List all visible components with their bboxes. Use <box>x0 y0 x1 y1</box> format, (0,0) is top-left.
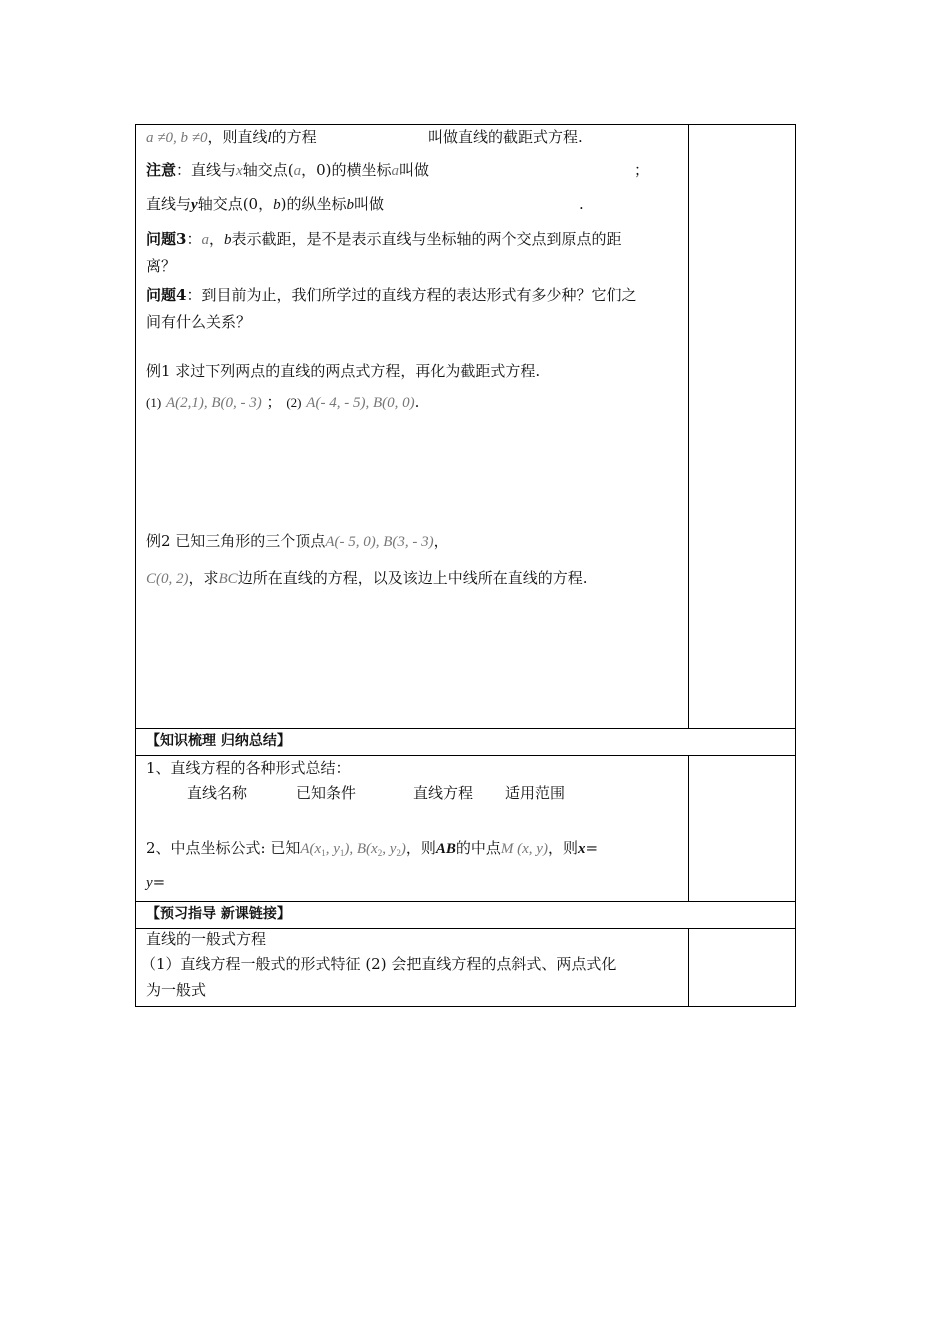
midpoint-formula-line: 2、中点坐标公式: 已知$A(x_1$, $y_1$), $B(x_2$, $y_2$)，则AB的中点M (x, y)，则x= <box>146 839 599 858</box>
y-intercept-line: 直线与y轴交点(0，b)的纵坐标b叫做 <box>146 195 384 213</box>
preview-heading: 【预习指导 新课链接】 <box>146 906 291 922</box>
row-divider-2 <box>135 755 796 756</box>
note-line-end: ； <box>634 161 650 179</box>
column-divider-2 <box>688 755 689 901</box>
question-3: 问题3：a，b表示截距，是不是表示直线与坐标轴的两个交点到原点的距 <box>146 230 622 248</box>
question-3-continued: 离？ <box>146 257 177 275</box>
column-divider-3 <box>688 928 689 1007</box>
example-1-points: (1) A(2,1), B(0, - 3) ； (2) A(- 4, - 5), B(0, 0). <box>146 393 420 411</box>
summary-col-known-conditions: 已知条件 <box>296 784 357 802</box>
y-intercept-line-end: . <box>579 195 584 213</box>
example-1-title: 例1 求过下列两点的直线的两点式方程，再化为截距式方程. <box>146 362 541 380</box>
summary-col-line-equation: 直线方程 <box>413 784 474 802</box>
table-right-border <box>795 124 796 1007</box>
summary-col-line-name: 直线名称 <box>187 784 248 802</box>
intercept-definition-end: 叫做直线的截距式方程. <box>428 128 583 146</box>
summary-heading: 【知识梳理 归纳总结】 <box>146 733 291 749</box>
summary-col-scope: 适用范围 <box>505 784 566 802</box>
example-2-text: C(0, 2)，求BC边所在直线的方程，以及该边上中线所在直线的方程. <box>146 569 588 587</box>
intercept-definition-line: a ≠0, b ≠0，则直线l的方程 <box>146 128 317 146</box>
row-divider-1 <box>135 728 796 729</box>
question-4-continued: 间有什么关系？ <box>146 313 252 331</box>
note-line-x-intercept: 注意：直线与x轴交点(a，0)的横坐标a叫做 <box>146 161 429 179</box>
preview-line-1: 直线的一般式方程 <box>146 930 267 948</box>
example-2-title: 例2 已知三角形的三个顶点A(- 5, 0), B(3, - 3)， <box>146 532 449 550</box>
summary-item-1: 1、直线方程的各种形式总结： <box>146 759 351 777</box>
table-left-border <box>135 124 136 1007</box>
column-divider-1 <box>688 124 689 728</box>
preview-line-3: 为一般式 <box>146 981 207 999</box>
table-top-border <box>135 124 796 125</box>
row-divider-3 <box>135 901 796 902</box>
midpoint-y: y= <box>146 873 166 891</box>
preview-line-2: （1）直线方程一般式的形式特征 (2) 会把直线方程的点斜式、两点式化 <box>141 955 617 973</box>
question-4: 问题4：到目前为止，我们所学过的直线方程的表达形式有多少种？它们之 <box>146 286 637 304</box>
table-bottom-border <box>135 1006 796 1007</box>
